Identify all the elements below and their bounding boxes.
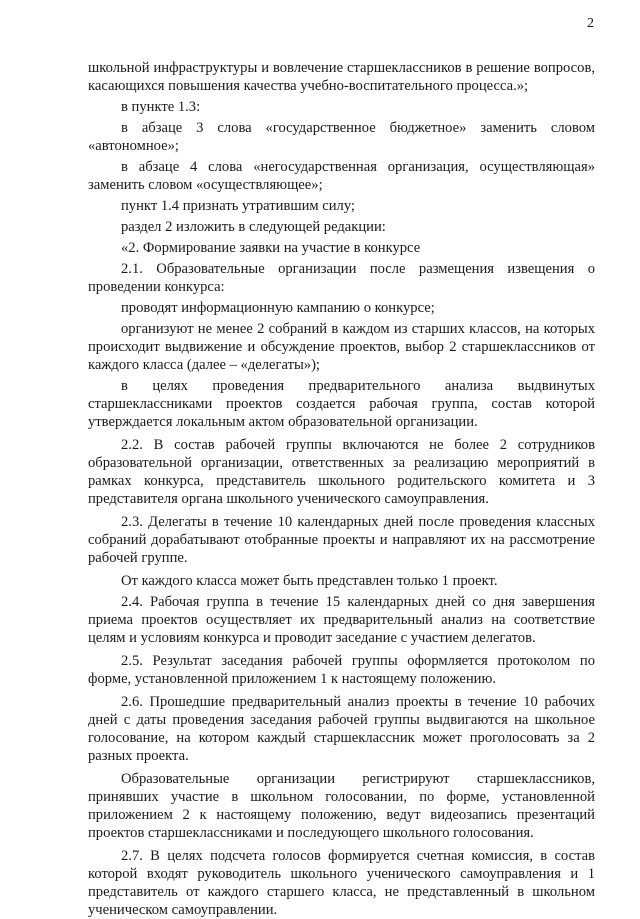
paragraph-2-1-meetings: организуют не менее 2 собраний в каждом из старших классов, на которых происходит выдвижение и обсуждение проектов, выбор 2 старшеклассников от каждого класса (далее – «делегаты»); bbox=[88, 321, 595, 373]
section-2-heading: «2. Формирование заявки на участие в конкурсе bbox=[121, 240, 421, 256]
paragraph-2-4: 2.4. Рабочая группа в течение 15 календарных дней со дня завершения приема проектов осуществляет их предварительный анализ на соответствие целям и условиям конкурса и проводит заседание с участием делегатов. bbox=[88, 594, 595, 646]
page-number: 2 bbox=[587, 16, 594, 31]
paragraph-2-1: 2.1. Образовательные организации после размещения извещения о проведении конкурса: bbox=[88, 261, 595, 295]
paragraph-2-7: 2.7. В целях подсчета голосов формируется счетная комиссия, в состав которой входят руководитель школьного ученического самоуправления и 1 представитель от каждого старшего класса, не представленный в школьном ученическом самоуправлении. bbox=[88, 848, 595, 918]
paragraph-2-1-working-group: в целях проведения предварительного анализа выдвинутых старшеклассниками проектов создается рабочая группа, состав которой утверждается локальным актом образовательной организации. bbox=[88, 378, 595, 430]
paragraph-one-project: От каждого класса может быть представлен только 1 проект. bbox=[121, 573, 498, 589]
paragraph-2-5: 2.5. Результат заседания рабочей группы оформляется протоколом по форме, установленной приложением 1 к настоящему положению. bbox=[88, 653, 595, 687]
paragraph-registration: Образовательные организации регистрируют старшеклассников, принявших участие в школьном голосовании, по форме, установленной приложением 2 к настоящему положению, ведут видеозапись презентаций проектов старшеклассниками и последующего школьного голосования. bbox=[88, 771, 595, 841]
paragraph-abzac-3: в абзаце 3 слова «государственное бюджетное» заменить словом «автономное»; bbox=[88, 120, 595, 154]
paragraph-2-1-campaign: проводят информационную кампанию о конкурсе; bbox=[121, 300, 435, 316]
paragraph-point-1-3: в пункте 1.3: bbox=[121, 99, 201, 115]
paragraph-2-3: 2.3. Делегаты в течение 10 календарных дней после проведения классных собраний дорабатывают отобранные проекты и направляют их на рассмотрение рабочей группе. bbox=[88, 514, 595, 566]
paragraph-point-1-4: пункт 1.4 признать утратившим силу; bbox=[121, 198, 355, 214]
paragraph-2-6: 2.6. Прошедшие предварительный анализ проекты в течение 10 рабочих дней с даты проведения заседания рабочей группы выдвигаются на школьное голосование, на котором каждый старшеклассник может проголосовать за 2 разных проекта. bbox=[88, 694, 595, 764]
paragraph-section-2-intro: раздел 2 изложить в следующей редакции: bbox=[121, 219, 386, 235]
document-body bbox=[88, 59, 595, 919]
paragraph-2-2: 2.2. В состав рабочей группы включаются не более 2 сотрудников образовательной организации, ответственных за реализацию мероприятий в рамках конкурса, представитель школьного родительского комитета и 3 представителя органа школьного ученического самоуправления. bbox=[88, 437, 595, 507]
paragraph-continuation: школьной инфраструктуры и вовлечение старшеклассников в решение вопросов, касающихся повышения качества учебно-воспитательного процесса.»; bbox=[88, 60, 595, 94]
paragraph-abzac-4: в абзаце 4 слова «негосударственная организация, осуществляющая» заменить словом «осуществляющее»; bbox=[88, 159, 595, 193]
